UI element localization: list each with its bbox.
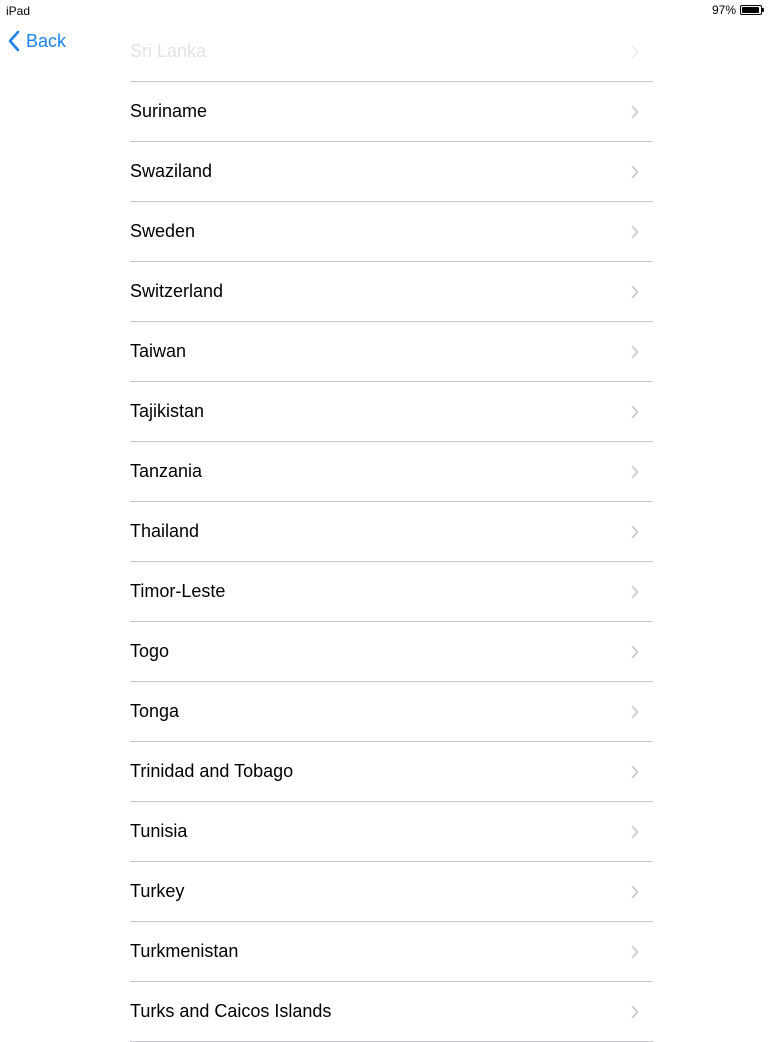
country-label: Timor-Leste [130, 581, 226, 601]
list-item[interactable] [130, 322, 653, 382]
country-label: Trinidad and Tobago [130, 761, 294, 781]
chevron-right-icon [631, 165, 639, 179]
list-item[interactable] [130, 682, 653, 742]
chevron-right-icon [631, 465, 639, 479]
list-item[interactable] [130, 802, 653, 862]
list-item[interactable] [130, 262, 653, 322]
country-label: Turks and Caicos Islands [130, 1001, 332, 1021]
list-item[interactable] [130, 982, 653, 1042]
country-label: Tajikistan [130, 401, 205, 421]
chevron-right-icon [631, 45, 639, 59]
chevron-right-icon [631, 825, 639, 839]
list-item[interactable] [130, 142, 653, 202]
list-item[interactable] [130, 442, 653, 502]
chevron-right-icon [631, 645, 639, 659]
country-label: Turkey [130, 881, 185, 901]
chevron-right-icon [631, 285, 639, 299]
list-item[interactable] [130, 202, 653, 262]
status-bar [0, 0, 768, 20]
battery-tip [762, 8, 764, 12]
status-right [712, 3, 762, 17]
battery-fill [742, 7, 759, 13]
back-label: Back [26, 30, 67, 51]
country-label: Sweden [130, 221, 196, 241]
chevron-left-icon [8, 30, 20, 52]
list-item[interactable] [130, 502, 653, 562]
country-list [130, 22, 653, 1042]
list-item[interactable] [130, 922, 653, 982]
list-item[interactable] [130, 22, 653, 82]
country-label: Suriname [130, 101, 208, 121]
country-label: Tanzania [130, 461, 203, 481]
chevron-right-icon [631, 885, 639, 899]
list-item[interactable] [130, 382, 653, 442]
list-item[interactable] [130, 742, 653, 802]
chevron-right-icon [631, 105, 639, 119]
list-item[interactable] [130, 82, 653, 142]
country-label: Tonga [130, 701, 180, 721]
battery-icon [740, 5, 762, 15]
chevron-right-icon [631, 585, 639, 599]
list-item[interactable] [130, 562, 653, 622]
list-item[interactable] [130, 622, 653, 682]
country-label: Sri Lanka [130, 41, 207, 61]
chevron-right-icon [631, 225, 639, 239]
country-label: Swaziland [130, 161, 213, 181]
list-item[interactable] [130, 862, 653, 922]
back-button[interactable] [8, 30, 66, 52]
chevron-right-icon [631, 405, 639, 419]
chevron-right-icon [631, 345, 639, 359]
country-label: Togo [130, 641, 170, 661]
country-label: Switzerland [130, 281, 224, 301]
country-label: Thailand [130, 521, 200, 541]
chevron-right-icon [631, 705, 639, 719]
chevron-right-icon [631, 1005, 639, 1019]
battery-percent: 97% [711, 3, 736, 17]
chevron-right-icon [631, 525, 639, 539]
chevron-right-icon [631, 945, 639, 959]
country-label: Taiwan [130, 341, 187, 361]
country-label: Tunisia [130, 821, 188, 841]
chevron-right-icon [631, 765, 639, 779]
country-label: Turkmenistan [130, 941, 239, 961]
device-name: iPad [6, 4, 31, 18]
